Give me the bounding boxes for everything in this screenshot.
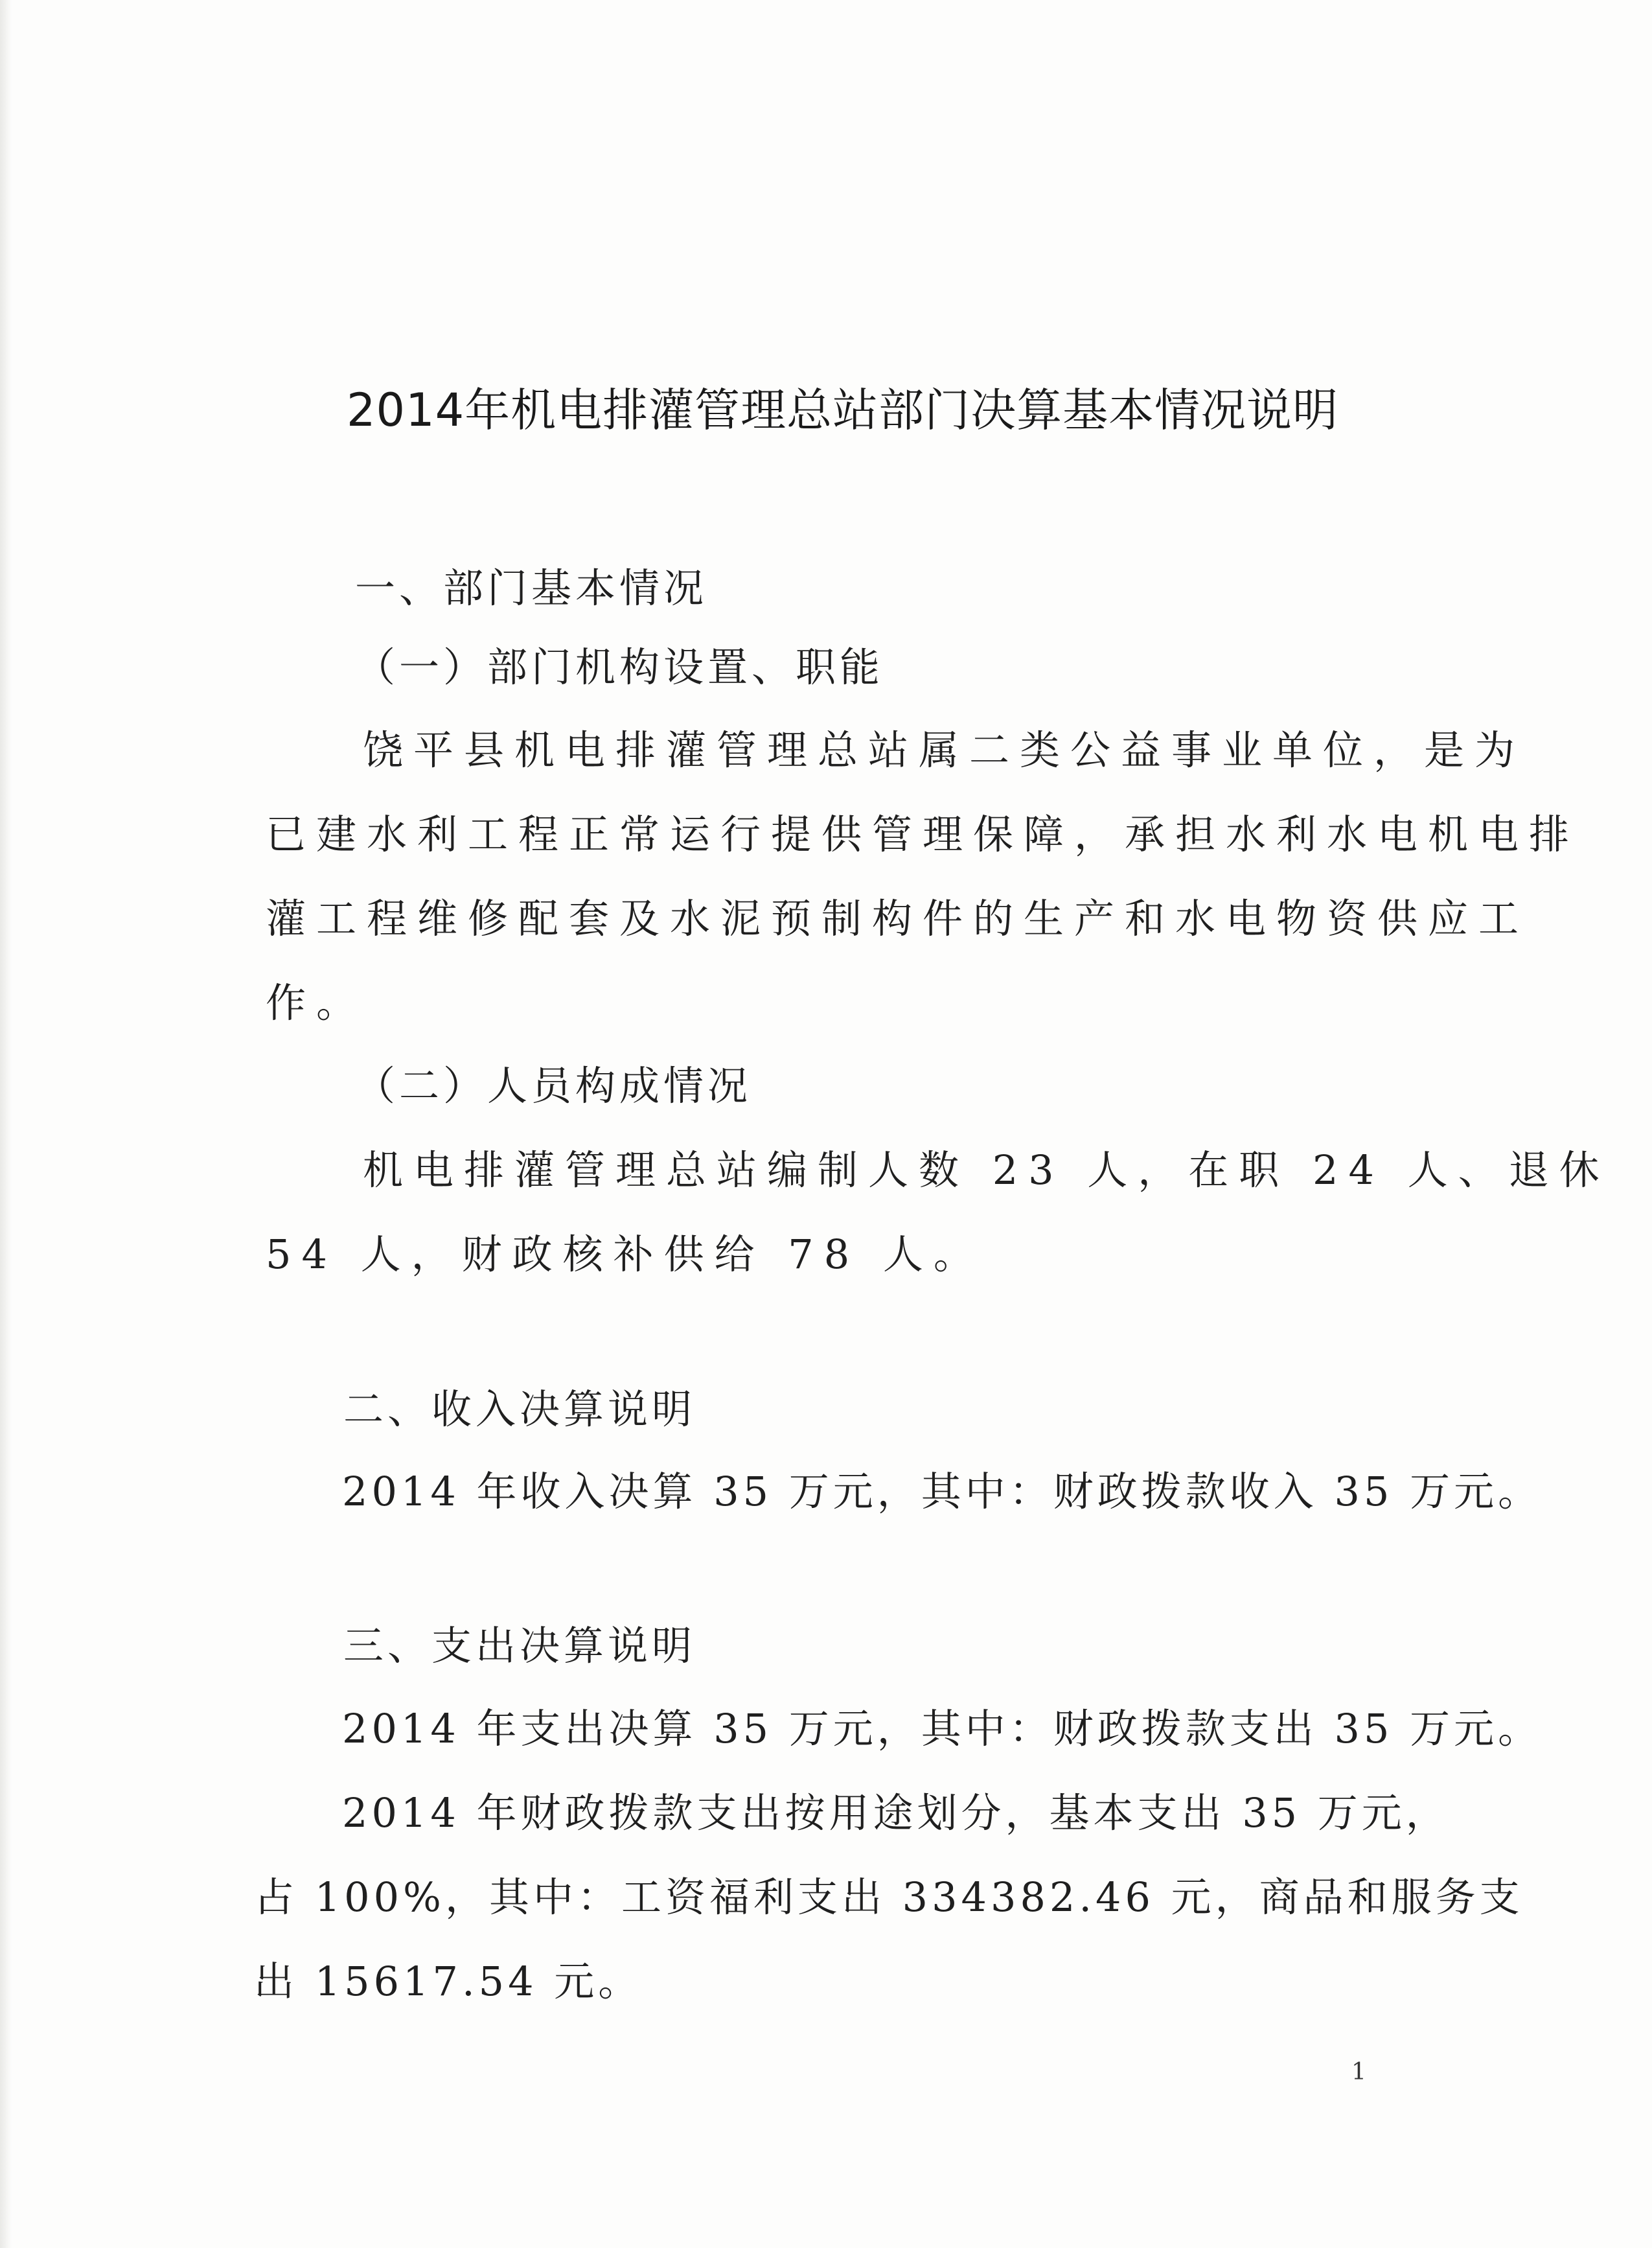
document-title: 2014年机电排灌管理总站部门决算基本情况说明 <box>347 384 1339 437</box>
paragraph-line: 饶平县机电排灌管理总站属二类公益事业单位，是为 <box>363 726 1526 774</box>
section1-sub2-heading: （二）人员构成情况 <box>355 1062 752 1109</box>
paragraph-line: 作。 <box>266 979 367 1026</box>
paragraph-line: 54 人，财政核补供给 78 人。 <box>266 1231 984 1278</box>
paragraph-line: 占 100%，其中：工资福利支出 334382.46 元，商品和服务支 <box>254 1873 1524 1921</box>
paragraph-line: 灌工程维修配套及水泥预制构件的生产和水电物资供应工 <box>266 895 1530 942</box>
section3-heading: 三、支出决算说明 <box>343 1622 696 1669</box>
paragraph-line: 2014 年财政拨款支出按用途划分，基本支出 35 万元， <box>342 1789 1450 1837</box>
scan-edge-shadow <box>0 0 12 2248</box>
paragraph-line: 已建水利工程正常运行提供管理保障，承担水利水电机电排 <box>266 811 1580 858</box>
paragraph-line: 机电排灌管理总站编制人数 23 人，在职 24 人、退休 <box>363 1146 1610 1194</box>
paragraph-line: 2014 年收入决算 35 万元，其中：财政拨款收入 35 万元。 <box>342 1468 1543 1515</box>
section2-heading: 二、收入决算说明 <box>343 1385 696 1433</box>
paragraph-line: 2014 年支出决算 35 万元，其中：财政拨款支出 35 万元。 <box>342 1705 1543 1752</box>
section1-sub1-heading: （一）部门机构设置、职能 <box>355 643 884 691</box>
paragraph-line: 出 15617.54 元。 <box>254 1958 643 2005</box>
page-number: 1 <box>1351 2059 1366 2085</box>
section1-heading: 一、部门基本情况 <box>355 564 708 612</box>
